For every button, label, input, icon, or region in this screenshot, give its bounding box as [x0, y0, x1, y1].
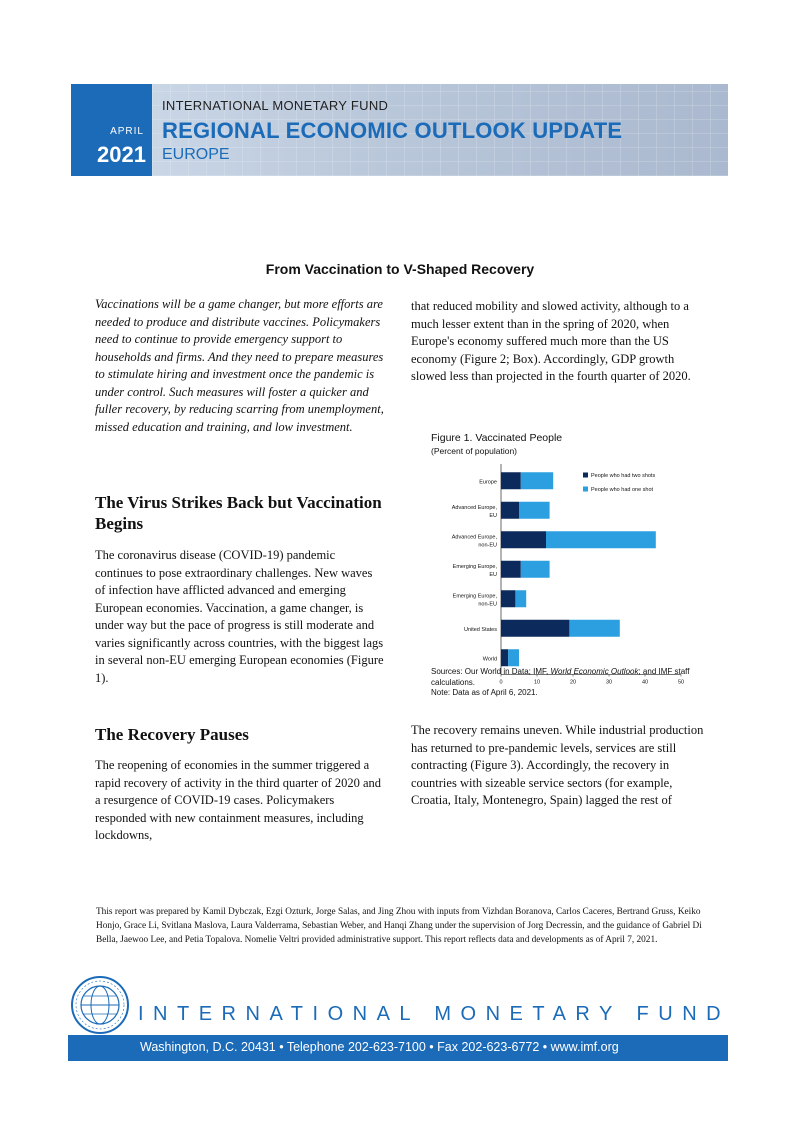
intro-paragraph: Vaccinations will be a game changer, but more efforts are needed to produce and distribute vaccines. Policymakers need to continue to provide emergency support to households and firms. And they need to prepare measures to stimulate hiring and investment once the pandemic is under control. Such measures will foster a quicker and fuller recovery, by reducing scarring from unemployment, missed education and training, and low investment. — [95, 297, 384, 434]
banner-title-block — [152, 84, 728, 176]
legend-swatch-1 — [583, 487, 588, 492]
bar-one-shot-1 — [519, 502, 550, 519]
bar-one-shot-6 — [508, 649, 519, 666]
authors-footnote: This report was prepared by Kamil Dybczak, Ezgi Ozturk, Jorge Salas, and Jing Zhou with inputs from Vizhdan Boranova, Carlos Caceres, Bertrand Gruss, Keiko Honjo, Grace Li, Svitlana Maslova, Laura Valderrama, Sebastian Weber, and Hanqi Zhang under the supervision of Jorg Decressin, and the guidance of Gabriel Di Bella, Jaewoo Lee, and Petia Topalova. Nomelie Veltri provided administrative support. This report reflects data and developments as of April 7, 2021. — [96, 907, 702, 945]
category-label-1: EU — [489, 512, 497, 519]
category-label-5: United States — [463, 626, 497, 633]
category-label-2: Advanced Europe, — [451, 534, 497, 541]
bar-one-shot-2 — [546, 531, 656, 548]
bar-two-shots-5 — [501, 620, 569, 637]
category-label-6: World — [482, 656, 497, 663]
category-label-0: Europe — [479, 479, 497, 486]
footer-contact-bar — [68, 1035, 728, 1061]
section-body-virus: The coronavirus disease (COVID-19) pandemic continues to pose extraordinary challenges. New waves of infection have afflicted advanced and emerging European economies. Vaccination, a game changer, is under way but the pace of progress is still moderate and varies significantly across countries, with the biggest lags in several non-EU emerging European economies (Figure 1). — [95, 548, 384, 685]
page-title: From Vaccination to V-Shaped Recovery — [265, 261, 535, 277]
banner-region: EUROPE — [162, 146, 230, 163]
footer-contact: Washington, D.C. 20431 • Telephone 202-623-7100 • Fax 202-623-6772 • www.imf.org — [140, 1040, 619, 1054]
category-label-3: EU — [489, 571, 497, 578]
x-tick-label-0: 0 — [499, 679, 503, 686]
figure-title: Figure 1. Vaccinated People — [431, 432, 563, 444]
imf-seal-icon — [70, 975, 130, 1035]
bar-two-shots-4 — [501, 590, 515, 607]
category-label-1: Advanced Europe, — [451, 504, 497, 511]
bar-one-shot-0 — [521, 472, 553, 489]
imf-wordmark: INTERNATIONAL MONETARY FUND — [138, 1003, 731, 1025]
banner-year: 2021 — [97, 142, 146, 167]
banner-organization: INTERNATIONAL MONETARY FUND — [162, 98, 389, 113]
banner-report-title: REGIONAL ECONOMIC OUTLOOK UPDATE — [162, 118, 623, 143]
right-paragraph-2: The recovery remains uneven. While industrial production has returned to pre-pandemic levels, services are still contracting (Figure 3). Accordingly, the recovery in countries with sizeable service sectors (for example, Croatia, Italy, Montenegro, Spain) lagged the rest of — [411, 723, 704, 807]
bar-two-shots-3 — [501, 561, 521, 578]
category-label-4: Emerging Europe, — [452, 593, 497, 600]
x-tick-label-3: 30 — [605, 679, 613, 686]
category-label-3: Emerging Europe, — [452, 563, 497, 570]
bar-two-shots-6 — [501, 649, 508, 666]
bar-one-shot-4 — [515, 590, 526, 607]
legend-label-1: People who had one shot — [591, 487, 654, 493]
figure-sources-suffix: ; and IMF staff calculations. — [431, 667, 690, 687]
x-tick-label-1: 10 — [533, 679, 541, 686]
figure-sources-prefix: Sources: Our World in Data; IMF, — [431, 667, 551, 676]
figure-note: Note: Data as of April 6, 2021. — [431, 688, 538, 697]
bar-two-shots-0 — [501, 472, 521, 489]
x-tick-label-4: 40 — [641, 679, 649, 686]
bar-two-shots-1 — [501, 502, 519, 519]
x-tick-label-2: 20 — [569, 679, 577, 686]
figure-sources-italic: World Economic Outlook — [550, 667, 639, 676]
figure-subtitle: (Percent of population) — [431, 446, 517, 456]
banner-date-block — [71, 84, 152, 176]
x-tick-label-5: 50 — [677, 679, 685, 686]
category-label-2: non-EU — [478, 542, 497, 549]
section-body-recovery: The reopening of economies in the summer triggered a rapid recovery of activity in the third quarter of 2020 and a resurgence of COVID-19 cases. Policymakers responded with new containment measures, including lockdowns, — [95, 758, 382, 842]
section-heading-virus: The Virus Strikes Back but Vaccination Begins — [95, 493, 382, 533]
category-label-4: non-EU — [478, 601, 497, 608]
section-heading-recovery: The Recovery Pauses — [95, 725, 249, 744]
legend-label-0: People who had two shots — [591, 473, 656, 479]
bar-one-shot-5 — [569, 620, 619, 637]
bar-two-shots-2 — [501, 531, 546, 548]
figure-sources — [431, 666, 711, 688]
report-banner — [71, 84, 728, 176]
bar-one-shot-3 — [521, 561, 550, 578]
right-paragraph-1: that reduced mobility and slowed activity, although to a much lesser extent than in the spring of 2020, when Europe's economy suffered much more than the US economy (Figure 2; Box). Accordingly, GDP growth slowed less than projected in the fourth quarter of 2020. — [411, 299, 691, 383]
legend-swatch-0 — [583, 473, 588, 478]
banner-month: APRIL — [110, 126, 144, 137]
